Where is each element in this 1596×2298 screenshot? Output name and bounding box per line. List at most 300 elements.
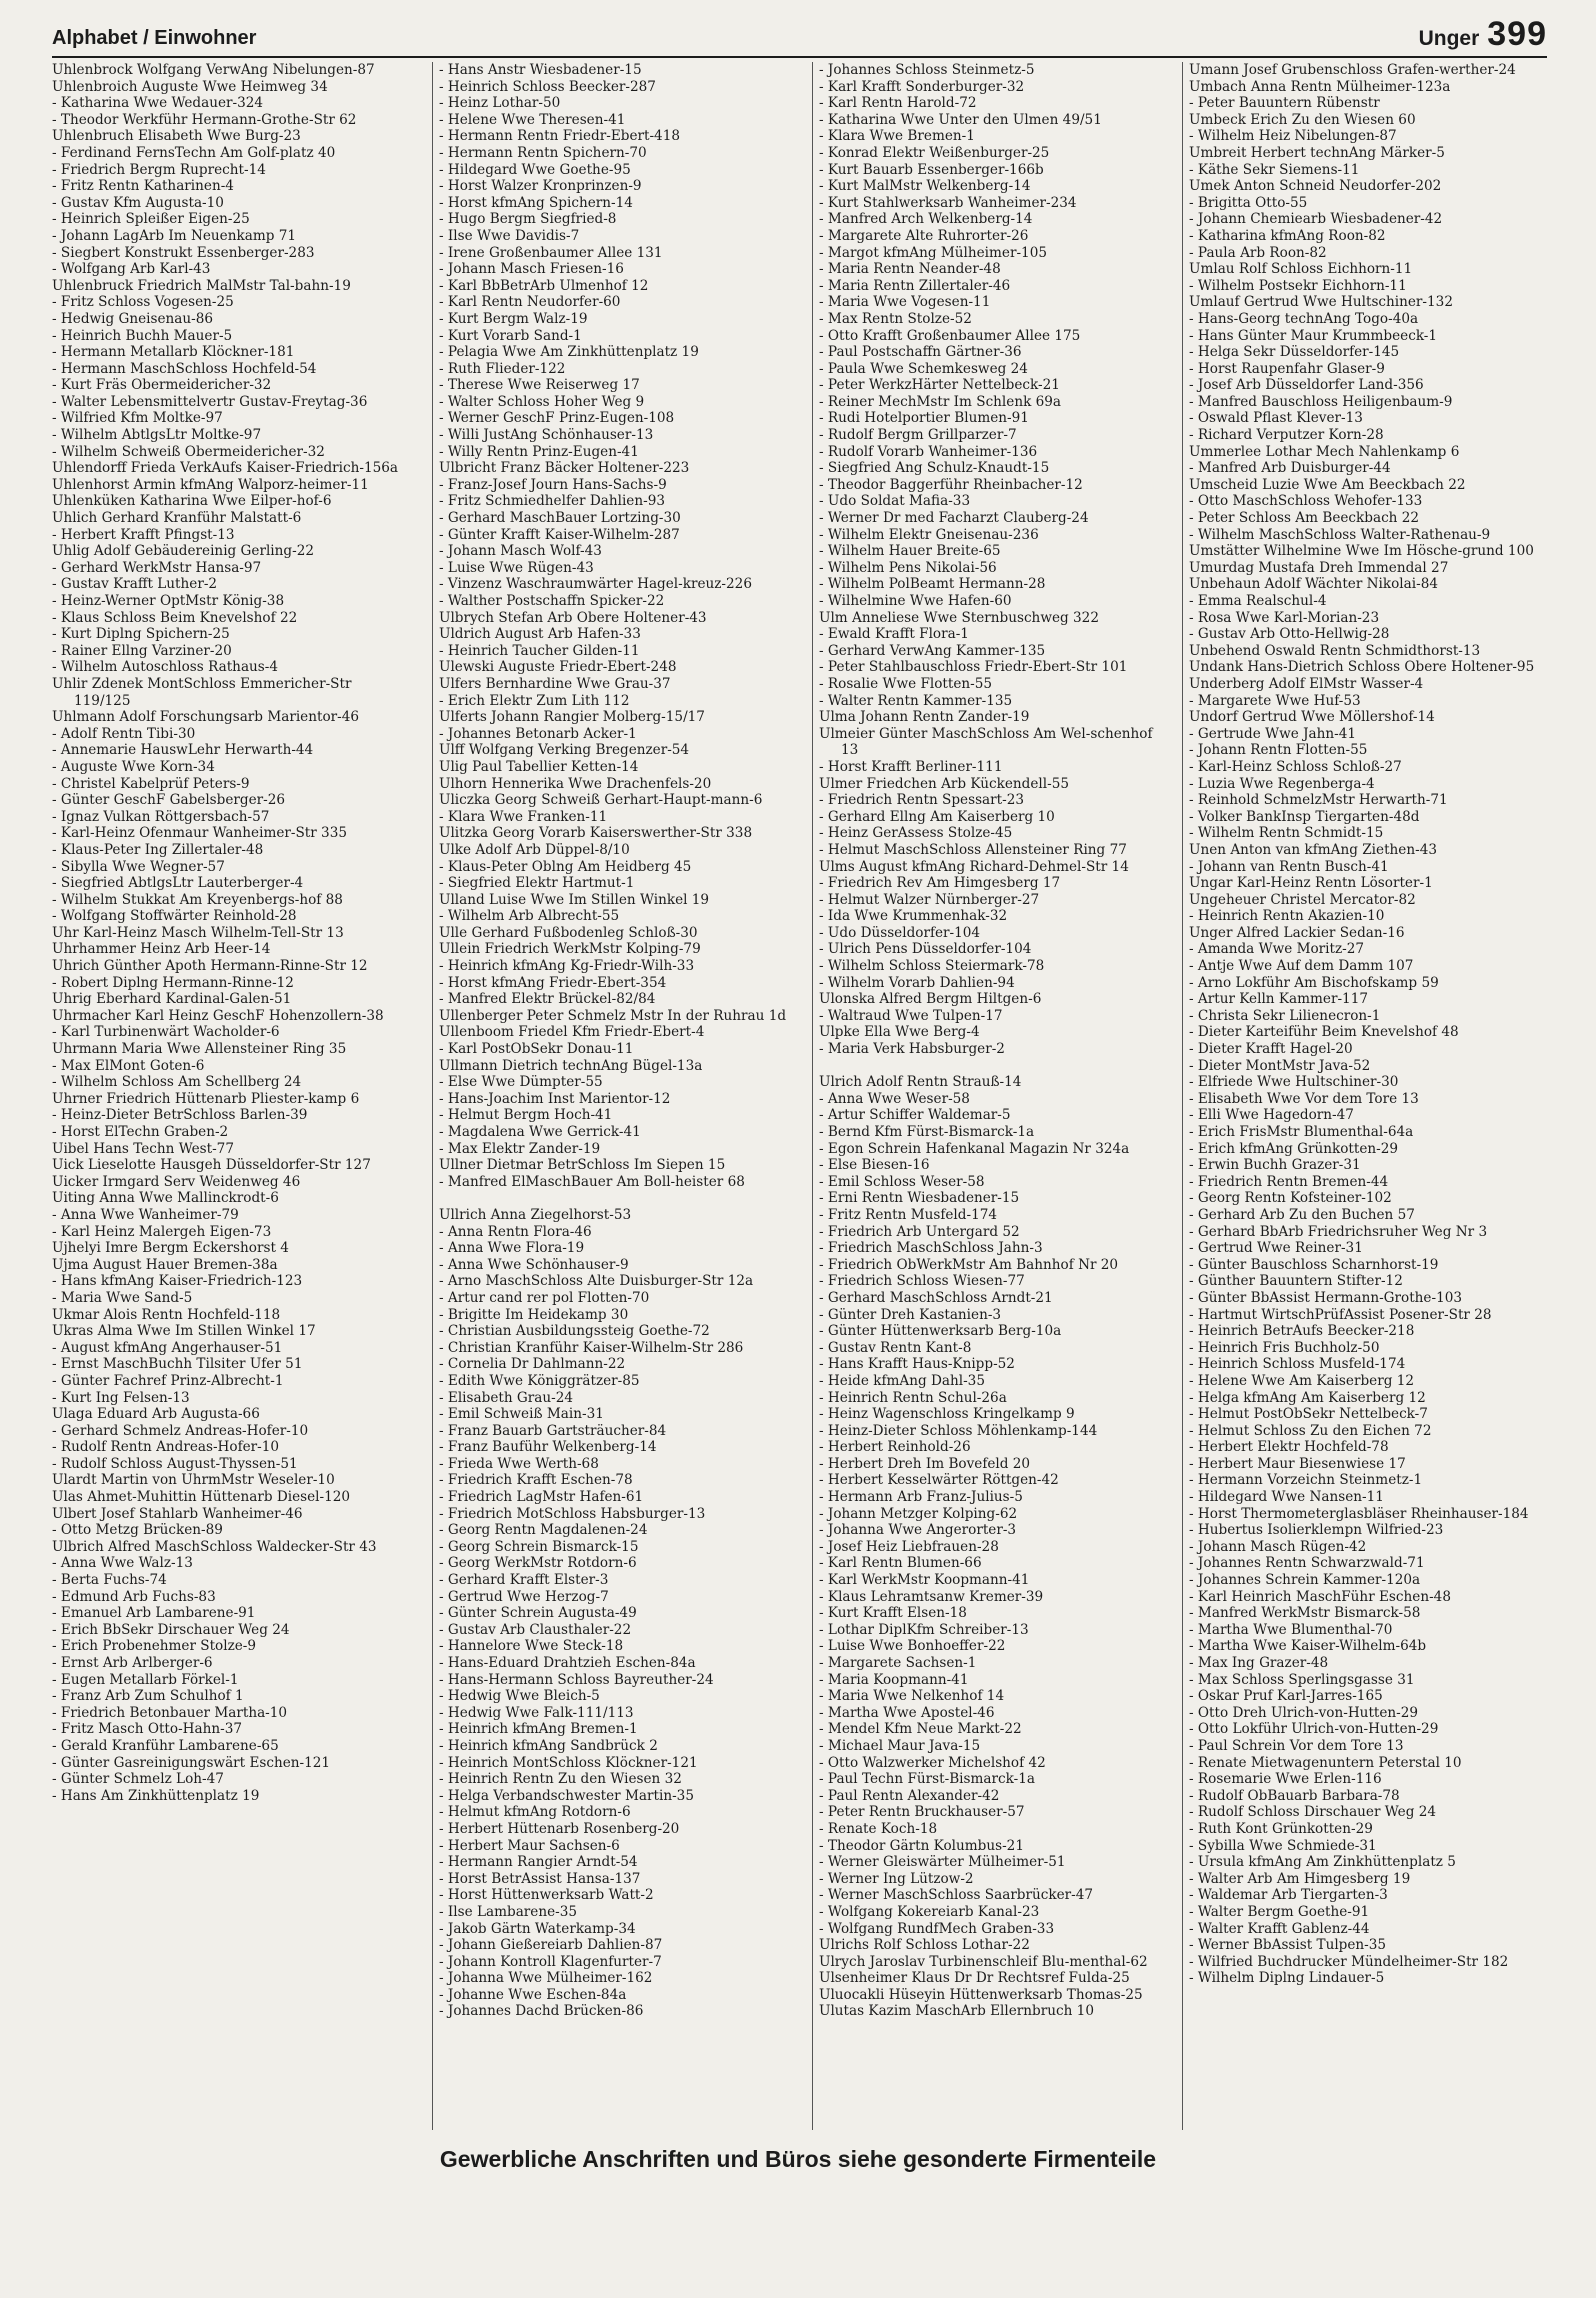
- directory-entry: - Hans-Joachim Inst Marientor-12: [439, 1090, 671, 1107]
- directory-entry: - Wilhelmine Wwe Hafen-60: [819, 593, 1012, 609]
- directory-entry: - Kurt Stahlwerksarb Wanheimer-234: [819, 194, 1077, 211]
- directory-entry: - Manfred Arch Welkenberg-14: [819, 211, 1033, 228]
- directory-entry: Ulitzka Georg Vorarb Kaiserswerther-Str 338: [439, 825, 753, 842]
- directory-entry: - Max Ing Grazer-48: [1189, 1655, 1329, 1671]
- directory-entry: Ulbricht Franz Bäcker Holtener-223: [439, 460, 690, 477]
- directory-entry: - Paul Schrein Vor dem Tore 13: [1189, 1737, 1404, 1754]
- directory-entry: - Waltraud Wwe Tulpen-17: [819, 1007, 1003, 1024]
- directory-entry: - Gustav Arb Clausthaler-22: [439, 1621, 632, 1638]
- directory-entry: - Friedrich MaschSchloss Jahn-3: [819, 1240, 1043, 1257]
- directory-entry: - Wilfried Kfm Moltke-97: [52, 410, 223, 427]
- directory-entry: - Anna Wwe Flora-19: [439, 1240, 585, 1257]
- directory-entry: Undank Hans-Dietrich Schloss Obere Holtener-95: [1189, 659, 1535, 676]
- directory-entry: - Horst ElTechn Graben-2: [52, 1124, 229, 1140]
- directory-entry: - Arno MaschSchloss Alte Duisburger-Str 12a: [439, 1273, 754, 1290]
- directory-entry: - Anna Rentn Flora-46: [439, 1223, 592, 1240]
- directory-entry: - Rudolf Schloss Dirschauer Weg 24: [1189, 1804, 1437, 1821]
- directory-entry: - Hugo Bergm Siegfried-8: [439, 211, 617, 228]
- directory-entry: - Oskar Pruf Karl-Jarres-165: [1189, 1688, 1383, 1705]
- directory-entry: - Klaus Lehramtsanw Kremer-39: [819, 1588, 1044, 1605]
- directory-entry: Ulhorn Hennerika Wwe Drachenfels-20: [439, 775, 712, 792]
- directory-entry: - Maria Wwe Nelkenhof 14: [819, 1688, 1005, 1705]
- directory-entry: - Dieter Krafft Hagel-20: [1189, 1041, 1353, 1058]
- directory-entry: - Günter Fachref Prinz-Albrecht-1: [52, 1372, 284, 1389]
- directory-entry: - Wilhelm Postsekr Eichhorn-11: [1189, 277, 1407, 294]
- directory-entry: - Ewald Krafft Flora-1: [819, 626, 969, 643]
- directory-entry: Umbreit Herbert technAng Märker-5: [1189, 144, 1445, 161]
- directory-entry: Ulpke Ella Wwe Berg-4: [819, 1024, 980, 1041]
- directory-entry: - Karl Turbinenwärt Wacholder-6: [52, 1024, 280, 1041]
- directory-entry: - Robert Diplng Hermann-Rinne-12: [52, 974, 294, 991]
- directory-entry: - Werner Gleiswärter Mülheimer-51: [819, 1854, 1066, 1871]
- directory-entry: Ulig Paul Tabellier Ketten-14: [439, 758, 639, 775]
- directory-entry: - Johanne Wwe Eschen-84a: [439, 1986, 627, 2003]
- directory-entry: - Manfred ElMaschBauer Am Boll-heister 68: [439, 1173, 745, 1190]
- directory-entry: Ulaga Eduard Arb Augusta-66: [52, 1406, 260, 1423]
- directory-entry: - Walter Bergm Goethe-91: [1189, 1903, 1370, 1920]
- directory-entry: - Manfred Arb Duisburger-44: [1189, 460, 1391, 477]
- directory-entry: - Emil Schweiß Main-31: [439, 1406, 604, 1423]
- directory-entry: - Hermann MaschSchloss Hochfeld-54: [52, 360, 317, 377]
- directory-entry: - Gerhard Krafft Elster-3: [439, 1572, 609, 1589]
- directory-entry: - Johann Rentn Flotten-55: [1189, 742, 1368, 759]
- directory-entry: - Günter Dreh Kastanien-3: [819, 1306, 1002, 1323]
- directory-entry: - Horst kfmAng Spichern-14: [439, 194, 633, 211]
- directory-entry: Umscheid Luzie Wwe Am Beeckbach 22: [1189, 476, 1466, 493]
- directory-entry: - Josef Arb Düsseldorfer Land-356: [1189, 377, 1424, 394]
- directory-entry: Umstätter Wilhelmine Wwe Im Hösche-grund 100: [1189, 543, 1534, 560]
- directory-entry: - Heinz Wagenschloss Kringelkamp 9: [819, 1406, 1075, 1423]
- directory-entry: - Heide kfmAng Dahl-35: [819, 1372, 985, 1389]
- directory-entry: - Wilhelm Diplng Lindauer-5: [1189, 1970, 1385, 1987]
- directory-entry: Ulas Ahmet-Muhittin Hüttenarb Diesel-120: [52, 1489, 351, 1506]
- directory-entry: - Karl Rentn Blumen-66: [819, 1555, 982, 1572]
- directory-entry: - Anna Wwe Schönhauser-9: [439, 1256, 629, 1273]
- directory-entry: - Johann LagArb Im Neuenkamp 71: [52, 227, 297, 244]
- directory-entry: Ukras Alma Wwe Im Stillen Winkel 17: [52, 1323, 316, 1340]
- directory-entry: - Maria Verk Habsburger-2: [819, 1041, 1005, 1058]
- directory-entry: - Wilhelm Rentn Schmidt-15: [1189, 825, 1384, 842]
- directory-entry: - Cornelia Dr Dahlmann-22: [439, 1356, 626, 1373]
- directory-entry: - Friedrich Rentn Bremen-44: [1189, 1173, 1389, 1190]
- directory-entry: - Elisabeth Grau-24: [439, 1389, 574, 1406]
- directory-entry: - Friedrich Bergm Ruprecht-14: [52, 161, 266, 178]
- directory-entry: Uhlich Gerhard Kranführ Malstatt-6: [52, 510, 302, 527]
- directory-entry: - Klaus-Peter Oblng Am Heidberg 45: [439, 858, 692, 875]
- directory-entry: - Günter Schmelz Loh-47: [52, 1771, 224, 1788]
- directory-entry: - Wilhelm Pens Nikolai-56: [819, 559, 997, 576]
- directory-entry: - Heinrich Rentn Zu den Wiesen 32: [439, 1771, 682, 1788]
- directory-entry: - Hans Günter Maur Krummbeeck-1: [1189, 327, 1438, 344]
- directory-entry: - Udo Soldat Mafia-33: [819, 493, 971, 510]
- directory-entry: - Brigitta Otto-55: [1189, 194, 1308, 211]
- directory-entry: - Dieter MontMstr Java-52: [1189, 1057, 1371, 1074]
- directory-column-2: [432, 62, 791, 2130]
- directory-entry: - Heinrich Rentn Schul-26a: [819, 1389, 1007, 1406]
- directory-entry: - Friedrich ObWerkMstr Am Bahnhof Nr 20: [819, 1256, 1119, 1273]
- directory-entry: - Werner BbAssist Tulpen-35: [1189, 1937, 1387, 1954]
- directory-entry: - Margarete Alte Ruhrorter-26: [819, 227, 1029, 244]
- directory-entry: - Käthe Sekr Siemens-11: [1189, 161, 1360, 178]
- directory-entry: - Karl Rentn Neudorfer-60: [439, 294, 621, 311]
- directory-entry: - Emma Realschul-4: [1189, 593, 1327, 609]
- directory-entry: - Hermann Vorzeichn Steinmetz-1: [1189, 1472, 1423, 1489]
- directory-entry: - Vinzenz Waschraumwärter Hagel-kreuz-226: [439, 576, 752, 593]
- directory-entry: Uhlenbrock Wolfgang VerwAng Nibelungen-87: [52, 62, 375, 78]
- directory-entry: - Katharina kfmAng Roon-82: [1189, 227, 1386, 244]
- directory-entry: - Karl WerkMstr Koopmann-41: [819, 1572, 1030, 1589]
- directory-entry: - Hermann Arb Franz-Julius-5: [819, 1489, 1023, 1506]
- directory-entry: - Gustav Krafft Luther-2: [52, 576, 218, 593]
- directory-entry: - Günter Schrein Augusta-49: [439, 1605, 637, 1622]
- directory-entry: Ulms August kfmAng Richard-Dehmel-Str 14: [819, 858, 1129, 875]
- directory-entry: - Johann Kontroll Klagenfurter-7: [439, 1953, 662, 1970]
- directory-entry: - Ruth Kont Grünkotten-29: [1189, 1820, 1373, 1837]
- directory-entry: Ulrich Adolf Rentn Strauß-14: [819, 1074, 1022, 1091]
- page-number: 399: [1487, 15, 1547, 53]
- directory-entry: - Sybilla Wwe Schmiede-31: [1189, 1837, 1377, 1854]
- directory-entry: - Günter GeschF Gabelsberger-26: [52, 792, 286, 809]
- directory-entry: Ullein Friedrich WerkMstr Kolping-79: [439, 941, 701, 958]
- directory-entry: - Wilhelm Elektr Gneisenau-236: [819, 526, 1039, 543]
- directory-entry: - Otto Dreh Ulrich-von-Hutten-29: [1189, 1704, 1419, 1721]
- directory-entry: Ungar Karl-Heinz Rentn Lösorter-1: [1189, 875, 1433, 892]
- directory-entry: - Günter Bauschloss Scharnhorst-19: [1189, 1256, 1439, 1273]
- directory-entry: - Heinrich Spleißer Eigen-25: [52, 211, 250, 228]
- directory-entry: - Paul Postschaffn Gärtner-36: [819, 344, 1022, 361]
- directory-entry: Ullmann Dietrich technAng Bügel-13a: [439, 1057, 703, 1074]
- directory-column-4: [1182, 62, 1548, 2130]
- directory-entry: - Fritz Schmiedhelfer Dahlien-93: [439, 493, 665, 510]
- directory-entry: - Günter BbAssist Hermann-Grothe-103: [1189, 1289, 1463, 1306]
- directory-entry: - Manfred Bauschloss Heiligenbaum-9: [1189, 393, 1453, 410]
- directory-entry: - Günter Gasreinigungswärt Eschen-121: [52, 1754, 331, 1771]
- directory-entry: - Friedrich Rentn Spessart-23: [819, 792, 1025, 809]
- directory-entry: - Emil Schloss Weser-58: [819, 1173, 985, 1190]
- directory-entry: - Edmund Arb Fuchs-83: [52, 1588, 216, 1605]
- directory-entry: Uhlir Zdenek MontSchloss Emmericher-Str 119/125: [52, 675, 352, 709]
- directory-entry: - Sibylla Wwe Wegner-57: [52, 858, 225, 875]
- directory-entry: - Willi JustAng Schönhauser-13: [439, 427, 654, 444]
- directory-entry: - Karl Krafft Sonderburger-32: [819, 78, 1025, 95]
- directory-entry: - Herbert Maur Biesenwiese 17: [1189, 1455, 1406, 1472]
- directory-entry: - Richard Verputzer Korn-28: [1189, 427, 1384, 444]
- directory-entry: - Mendel Kfm Neue Markt-22: [819, 1721, 1022, 1738]
- directory-entry: - Margarete Wwe Huf-53: [1189, 692, 1361, 709]
- directory-entry: - Michael Maur Java-15: [819, 1737, 981, 1754]
- directory-entry: - Erich kfmAng Grünkotten-29: [1189, 1140, 1399, 1157]
- directory-entry: - Otto Walzwerker Michelshof 42: [819, 1754, 1046, 1771]
- directory-entry: - Wolfgang Stoffwärter Reinhold-28: [52, 908, 297, 925]
- directory-entry: - Heinz-Werner OptMstr König-38: [52, 593, 285, 609]
- directory-entry: - Oswald Pflast Klever-13: [1189, 410, 1363, 427]
- directory-entry: - Gerald Kranführ Lambarene-65: [52, 1737, 279, 1754]
- directory-entry: - Helene Wwe Am Kaiserberg 12: [1189, 1372, 1415, 1389]
- directory-entry: Umbach Anna Rentn Mülheimer-123a: [1189, 78, 1451, 95]
- directory-entry: - Anna Wwe Weser-58: [819, 1090, 970, 1107]
- directory-entry: - Heinrich Rentn Akazien-10: [1189, 908, 1385, 925]
- directory-entry: - Luzia Wwe Regenberga-4: [1189, 775, 1375, 792]
- directory-entry: - Friedrich Krafft Eschen-78: [439, 1472, 633, 1489]
- directory-entry: - Hedwig Wwe Bleich-5: [439, 1688, 600, 1705]
- directory-entry: - Erwin Buchh Grazer-31: [1189, 1157, 1361, 1174]
- directory-entry: - August kfmAng Angerhauser-51: [52, 1339, 283, 1356]
- directory-entry: Uhrich Günther Apoth Hermann-Rinne-Str 12: [52, 958, 368, 975]
- directory-entry: - Udo Düsseldorfer-104: [819, 924, 981, 941]
- directory-entry: Uhlendorff Frieda VerkAufs Kaiser-Friedrich-156a: [52, 460, 399, 477]
- directory-entry: [819, 1058, 1171, 1075]
- directory-entry: - Arno Lokführ Am Bischofskamp 59: [1189, 974, 1439, 991]
- directory-entry: - Helmut PostObSekr Nettelbeck-7: [1189, 1406, 1428, 1423]
- directory-entry: Uhlig Adolf Gebäudereinig Gerling-22: [52, 543, 315, 560]
- directory-entry: - Heinrich kfmAng Kg-Friedr-Wilh-33: [439, 958, 695, 975]
- directory-entry: - Franz Bauarb Gartsträucher-84: [439, 1422, 667, 1439]
- directory-entry: - Franz Bauführ Welkenberg-14: [439, 1439, 657, 1456]
- directory-entry: - Gustav Arb Otto-Hellwig-28: [1189, 626, 1390, 643]
- directory-entry: - Hans-Eduard Drahtzieh Eschen-84a: [439, 1655, 696, 1671]
- directory-entry: - Martha Wwe Apostel-46: [819, 1704, 995, 1721]
- directory-entry: - Horst Raupenfahr Glaser-9: [1189, 360, 1385, 377]
- directory-entry: - Wilhelm Schloss Am Schellberg 24: [52, 1074, 302, 1091]
- directory-entry: - Friedrich LagMstr Hafen-61: [439, 1489, 644, 1506]
- directory-entry: - Artur Schiffer Waldemar-5: [819, 1107, 1011, 1124]
- directory-entry: - Rosa Wwe Karl-Morian-23: [1189, 609, 1380, 626]
- directory-entry: - Else Wwe Dümpter-55: [439, 1074, 603, 1091]
- directory-entry: Ullenboom Friedel Kfm Friedr-Ebert-4: [439, 1024, 705, 1041]
- directory-entry: - Johann van Rentn Busch-41: [1189, 858, 1389, 875]
- directory-entry: Ulewski Auguste Friedr-Ebert-248: [439, 659, 677, 676]
- directory-entry: - Heinrich kfmAng Bremen-1: [439, 1721, 638, 1738]
- directory-entry: - Johann Gießereiarb Dahlien-87: [439, 1937, 663, 1954]
- directory-entry: - Brigitte Im Heidekamp 30: [439, 1306, 629, 1323]
- directory-entry: - Werner Ing Lützow-2: [819, 1870, 974, 1887]
- directory-entry: - Hans kfmAng Kaiser-Friedrich-123: [52, 1273, 303, 1290]
- directory-entry: - Margot kfmAng Mülheimer-105: [819, 244, 1048, 261]
- directory-entry: - Walter Lebensmittelvertr Gustav-Freytag-36: [52, 393, 368, 410]
- directory-entry: - Siegfried Ang Schulz-Knaudt-15: [819, 460, 1050, 477]
- directory-entry: - Hans-Georg technAng Togo-40a: [1189, 310, 1419, 327]
- directory-entry: - Werner Dr med Facharzt Clauberg-24: [819, 510, 1089, 527]
- directory-entry: [439, 1190, 791, 1207]
- directory-entry: Ukmar Alois Rentn Hochfeld-118: [52, 1306, 281, 1323]
- directory-entry: - Heinz Lothar-50: [439, 95, 561, 112]
- directory-entry: - Kurt Diplng Spichern-25: [52, 626, 230, 643]
- directory-entry: Ummerlee Lothar Mech Nahlenkamp 6: [1189, 443, 1460, 460]
- directory-entry: Uibel Hans Techn West-77: [52, 1140, 234, 1157]
- directory-entry: - Gerhard BbArb Friedrichsruher Weg Nr 3: [1189, 1223, 1488, 1240]
- directory-entry: - Egon Schrein Hafenkanal Magazin Nr 324a: [819, 1140, 1130, 1157]
- directory-entry: Undorf Gertrud Wwe Möllershof-14: [1189, 709, 1435, 726]
- directory-entry: - Kurt Ing Felsen-13: [52, 1389, 190, 1406]
- directory-entry: - Katharina Wwe Wedauer-324: [52, 95, 264, 112]
- directory-entry: - Max Elektr Zander-19: [439, 1140, 601, 1157]
- directory-entry: - Herbert Hüttenarb Rosenberg-20: [439, 1820, 680, 1837]
- directory-entry: - Rudolf Bergm Grillparzer-7: [819, 427, 1017, 444]
- directory-entry: - Horst kfmAng Friedr-Ebert-354: [439, 974, 667, 991]
- directory-entry: Uldrich August Arb Hafen-33: [439, 626, 641, 643]
- directory-entry: - Rosemarie Wwe Erlen-116: [1189, 1771, 1382, 1788]
- directory-entry: - Erich FrisMstr Blumenthal-64a: [1189, 1124, 1414, 1140]
- directory-entry: - Heinrich Schloss Musfeld-174: [1189, 1356, 1406, 1373]
- directory-entry: Uhlenbroich Auguste Wwe Heimweg 34: [52, 78, 328, 95]
- page-header: [52, 16, 1547, 58]
- directory-entry: - Wolfgang RundfMech Graben-33: [819, 1920, 1055, 1937]
- directory-entry: - Amanda Wwe Moritz-27: [1189, 941, 1365, 958]
- directory-entry: - Walter Krafft Gablenz-44: [1189, 1920, 1370, 1937]
- directory-entry: - Maria Rentn Neander-48: [819, 261, 1001, 278]
- directory-entry: Ulm Anneliese Wwe Sternbuschweg 322: [819, 609, 1099, 626]
- directory-entry: - Kurt Bergm Walz-19: [439, 310, 588, 327]
- directory-entry: - Heinrich Taucher Gilden-11: [439, 642, 640, 659]
- directory-entry: Unger Alfred Lackier Sedan-16: [1189, 924, 1405, 941]
- directory-entry: - Johannes Schloss Steinmetz-5: [819, 62, 1035, 78]
- directory-entry: - Berta Fuchs-74: [52, 1572, 167, 1589]
- directory-entry: Uhrhammer Heinz Arb Heer-14: [52, 941, 271, 958]
- directory-entry: - Manfred Elektr Brückel-82/84: [439, 991, 656, 1008]
- directory-entry: - Helmut Schloss Zu den Eichen 72: [1189, 1422, 1432, 1439]
- directory-entry: Ulland Luise Wwe Im Stillen Winkel 19: [439, 891, 710, 908]
- directory-entry: - Klaus Schloss Beim Knevelshof 22: [52, 609, 298, 626]
- directory-entry: - Gertrude Wwe Jahn-41: [1189, 725, 1357, 742]
- directory-entry: - Peter Rentn Bruckhauser-57: [819, 1804, 1025, 1821]
- directory-entry: - Georg WerkMstr Rotdorn-6: [439, 1555, 637, 1572]
- directory-entry: - Helmut MaschSchloss Allensteiner Ring 77: [819, 841, 1127, 858]
- directory-entry: - Heinrich kfmAng Sandbrück 2: [439, 1737, 658, 1754]
- directory-entry: - Kurt Vorarb Sand-1: [439, 327, 582, 344]
- directory-entry: - Maria Wwe Vogesen-11: [819, 294, 991, 311]
- directory-entry: - Ilse Lambarene-35: [439, 1903, 578, 1920]
- directory-entry: - Johanna Wwe Angerorter-3: [819, 1522, 1017, 1539]
- directory-entry: Ujhelyi Imre Bergm Eckershorst 4: [52, 1240, 289, 1257]
- directory-entry: - Otto Metzg Brücken-89: [52, 1522, 223, 1539]
- directory-entry: - Heinrich MontSchloss Klöckner-121: [439, 1754, 698, 1771]
- directory-entry: - Heinz-Dieter BetrSchloss Barlen-39: [52, 1107, 308, 1124]
- directory-entry: Ulmeier Günter MaschSchloss Am Wel-schenhof 13: [819, 725, 1153, 759]
- directory-entry: - Manfred WerkMstr Bismarck-58: [1189, 1605, 1421, 1622]
- directory-entry: - Hubertus Isolierklempn Wilfried-23: [1189, 1522, 1444, 1539]
- directory-entry: - Gustav Kfm Augusta-10: [52, 194, 224, 211]
- directory-entry: - Gerhard MaschSchloss Arndt-21: [819, 1289, 1053, 1306]
- directory-entry: - Martha Wwe Kaiser-Wilhelm-64b: [1189, 1638, 1427, 1655]
- directory-entry: - Wilhelm AbtlgsLtr Moltke-97: [52, 427, 262, 444]
- directory-entry: Ulutas Kazim MaschArb Ellernbruch 10: [819, 2003, 1094, 2020]
- directory-entry: - Ignaz Vulkan Röttgersbach-57: [52, 808, 270, 825]
- directory-entry: - Pelagia Wwe Am Zinkhüttenplatz 19: [439, 344, 699, 361]
- directory-entry: - Anna Wwe Wanheimer-79: [52, 1206, 239, 1223]
- directory-entry: - Irene Großenbaumer Allee 131: [439, 244, 663, 261]
- directory-entry: Ulrichs Rolf Schloss Lothar-22: [819, 1937, 1030, 1954]
- directory-entry: Ullrich Anna Ziegelhorst-53: [439, 1206, 632, 1223]
- directory-entry: - Magdalena Wwe Gerrick-41: [439, 1124, 641, 1140]
- directory-entry: - Ernst Arb Arlberger-6: [52, 1655, 213, 1671]
- directory-entry: - Theodor Baggerführ Rheinbacher-12: [819, 476, 1083, 493]
- directory-entry: - Hermann Rentn Spichern-70: [439, 144, 647, 161]
- directory-entry: - Franz-Josef Journ Hans-Sachs-9: [439, 476, 667, 493]
- directory-entry: - Willy Rentn Prinz-Eugen-41: [439, 443, 639, 460]
- directory-entry: - Frieda Wwe Werth-68: [439, 1455, 599, 1472]
- directory-entry: Ulff Wolfgang Verking Bregenzer-54: [439, 742, 690, 759]
- directory-entry: - Ulrich Pens Düsseldorfer-104: [819, 941, 1032, 958]
- directory-entry: Uicker Irmgard Serv Weidenweg 46: [52, 1173, 301, 1190]
- directory-entry: - Heinrich Schloss Beecker-287: [439, 78, 656, 95]
- directory-entry: Ullner Dietmar BetrSchloss Im Siepen 15: [439, 1157, 726, 1174]
- directory-entry: - Otto Lokführ Ulrich-von-Hutten-29: [1189, 1721, 1439, 1738]
- directory-entry: - Therese Wwe Reiserweg 17: [439, 377, 640, 394]
- directory-entry: - Maria Rentn Zillertaler-46: [819, 277, 1011, 294]
- directory-entry: - Christian Ausbildungssteig Goethe-72: [439, 1323, 710, 1340]
- directory-entry: - Johannes Betonarb Acker-1: [439, 725, 637, 742]
- directory-entry: - Fritz Schloss Vogesen-25: [52, 294, 234, 311]
- directory-entry: - Friedrich MotSchloss Habsburger-13: [439, 1505, 706, 1522]
- directory-entry: - Hedwig Wwe Falk-111/113: [439, 1704, 634, 1721]
- directory-entry: - Emanuel Arb Lambarene-91: [52, 1605, 256, 1622]
- directory-entry: - Wilhelm Arb Albrecht-55: [439, 908, 620, 925]
- directory-entry: Unbehaun Adolf Wächter Nikolai-84: [1189, 576, 1438, 593]
- directory-entry: - Kurt Fräs Obermeidericher-32: [52, 377, 272, 394]
- directory-entry: - Max Rentn Stolze-52: [819, 310, 972, 327]
- directory-entry: Ulbert Josef Stahlarb Wanheimer-46: [52, 1505, 303, 1522]
- directory-entry: - Kurt Bauarb Essenberger-166b: [819, 161, 1044, 178]
- directory-entry: - Hildegard Wwe Goethe-95: [439, 161, 631, 178]
- directory-entry: - Friedrich Arb Untergard 52: [819, 1223, 1020, 1240]
- directory-entry: Ulmer Friedchen Arb Kückendell-55: [819, 775, 1070, 792]
- directory-entry: - Wilfried Buchdrucker Mündelheimer-Str 182: [1189, 1953, 1509, 1970]
- directory-entry: - Helga kfmAng Am Kaiserberg 12: [1189, 1389, 1426, 1406]
- directory-entry: Unen Anton van kfmAng Ziethen-43: [1189, 841, 1437, 858]
- directory-entry: - Herbert Dreh Im Bovefeld 20: [819, 1455, 1031, 1472]
- directory-entry: - Hartmut WirtschPrüfAssist Posener-Str 28: [1189, 1306, 1492, 1323]
- directory-entry: Umlau Rolf Schloss Eichhorn-11: [1189, 261, 1413, 278]
- directory-entry: - Antje Wwe Auf dem Damm 107: [1189, 958, 1414, 975]
- directory-entry: Ulle Gerhard Fußbodenleg Schloß-30: [439, 924, 698, 941]
- directory-entry: - Werner MaschSchloss Saarbrücker-47: [819, 1887, 1094, 1904]
- directory-entry: - Otto MaschSchloss Wehofer-133: [1189, 493, 1423, 510]
- directory-entry: Umlauf Gertrud Wwe Hultschiner-132: [1189, 294, 1453, 311]
- directory-entry: - Christian Kranführ Kaiser-Wilhelm-Str 286: [439, 1339, 744, 1356]
- directory-entry: - Heinz GerAssess Stolze-45: [819, 825, 1013, 842]
- directory-entry: - Wilhelm Autoschloss Rathaus-4: [52, 659, 279, 676]
- directory-entry: - Georg Rentn Magdalenen-24: [439, 1522, 648, 1539]
- directory-entry: - Edith Wwe Königgrätzer-85: [439, 1372, 640, 1389]
- directory-entry: - Horst Krafft Berliner-111: [819, 758, 1003, 775]
- directory-entry: Umann Josef Grubenschloss Grafen-werther-24: [1189, 62, 1516, 78]
- directory-entry: Ulbrych Stefan Arb Obere Holtener-43: [439, 609, 707, 626]
- directory-entry: - Erich Probenehmer Stolze-9: [52, 1638, 257, 1655]
- directory-entry: Underberg Adolf ElMstr Wasser-4: [1189, 675, 1424, 692]
- directory-entry: - Adolf Rentn Tibi-30: [52, 725, 196, 742]
- directory-entry: - Johann Metzger Kolping-62: [819, 1505, 1018, 1522]
- directory-entry: - Elisabeth Wwe Vor dem Tore 13: [1189, 1090, 1419, 1107]
- directory-entry: - Hans Anstr Wiesbadener-15: [439, 62, 642, 78]
- directory-entry: - Hermann Rangier Arndt-54: [439, 1854, 638, 1871]
- directory-entry: - Lothar DiplKfm Schreiber-13: [819, 1621, 1029, 1638]
- directory-entry: - Fritz Rentn Katharinen-4: [52, 178, 234, 195]
- directory-entry: Unbehend Oswald Rentn Schmidthorst-13: [1189, 642, 1481, 659]
- directory-entry: - Rosalie Wwe Flotten-55: [819, 675, 993, 692]
- directory-entry: - Herbert Kesselwärter Röttgen-42: [819, 1472, 1059, 1489]
- directory-entry: - Helga Sekr Düsseldorfer-145: [1189, 344, 1400, 361]
- directory-entry: - Artur cand rer pol Flotten-70: [439, 1289, 650, 1306]
- directory-entry: - Bernd Kfm Fürst-Bismarck-1a: [819, 1124, 1035, 1140]
- directory-entry: - Klara Wwe Franken-11: [439, 808, 608, 825]
- directory-entry: - Johannes Rentn Schwarzwald-71: [1189, 1555, 1425, 1572]
- directory-entry: - Johann Masch Friesen-16: [439, 261, 624, 278]
- directory-entry: - Helmut Walzer Nürnberger-27: [819, 891, 1040, 908]
- directory-entry: - Heinrich BetrAufs Beecker-218: [1189, 1323, 1415, 1340]
- directory-entry: - Wilhelm Hauer Breite-65: [819, 543, 1001, 560]
- directory-entry: - Fritz Rentn Musfeld-174: [819, 1206, 998, 1223]
- directory-entry: - Otto Krafft Großenbaumer Allee 175: [819, 327, 1081, 344]
